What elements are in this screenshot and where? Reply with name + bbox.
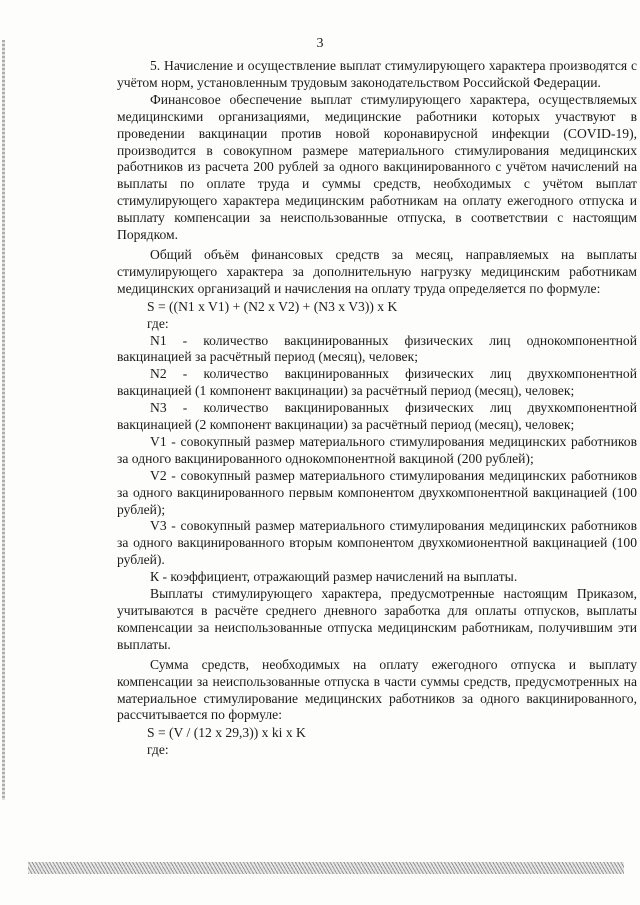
definition-n2: N2 - количество вакцинированных физических лиц двухкомпонентной вакцинацией (1 компонент вакцинации) за расчётный период (месяц), человек; [117, 366, 637, 399]
formula-where-label: где: [147, 315, 169, 331]
paragraph-financial-support: Финансовое обеспечение выплат стимулирующего характера, осуществляемых медицинскими организациями, медицинские работники которых участвуют в проведении вакцинации против новой коронавирусной инфекции (COVID-19), производится в совокупном размере материального стимулирования медицинских работников из расчета 200 рублей за одного вакцинированного с учётом начислений на выплаты по оплате труда и суммы средств, необходимых с учётом выплат стимулирующего характера медицинским работникам на оплату ежегодного отпуска и выплату компенсации за неиспользованные отпуска, в соответствии с настоящим Порядком. [117, 91, 637, 243]
paragraph-total-funds: Общий объём финансовых средств за месяц, направляемых на выплаты стимулирующего характера за дополнительную нагрузку медицинским работникам медицинских организаций и начисления на оплату труда определяется по формуле: [117, 246, 637, 296]
formula-where-label-2: где: [147, 742, 169, 758]
definition-n3: N3 - количество вакцинированных физических лиц двухкомпонентной вакцинацией (2 компонент вакцинации) за расчётный период (месяц), человек; [117, 400, 637, 433]
definition-k: К - коэффициент, отражающий размер начислений на выплаты. [150, 569, 518, 585]
paragraph-payments-included: Выплаты стимулирующего характера, предусмотренные настоящим Приказом, учитываются в расчёте среднего дневного заработка для оплаты отпусков, выплаты компенсации за неиспользованные отпуска медицинским работникам, получившим эти выплаты. [117, 586, 637, 652]
formula-vacation: S = (V / (12 x 29,3)) x ki x K [147, 725, 306, 741]
formula-total: S = ((N1 x V1) + (N2 x V2) + (N3 x V3)) x K [147, 298, 398, 314]
paragraph-vacation-sum: Сумма средств, необходимых на оплату ежегодного отпуска и выплату компенсации за неиспользованные отпуска в части суммы средств, предусмотренных на материальное стимулирование медицинских работников за одного вакцинированного, рассчитывается по формуле: [117, 656, 637, 723]
paragraph-5-accrual: 5. Начисление и осуществление выплат стимулирующего характера производятся с учётом норм, установленным трудовым законодательством Российской Федерации. [117, 58, 637, 90]
definition-v1: V1 - совокупный размер материального стимулирования медицинских работников за одного вакцинированного однокомпонентной вакциной (200 рублей); [117, 433, 637, 466]
definition-v3: V3 - совокупный размер материального стимулирования медицинских работников за одного вакцинированного вторым компонентом двухкомионентной вакцинацией (100 рублей). [117, 518, 637, 568]
scan-edge-left [2, 40, 5, 800]
document-body [117, 58, 637, 759]
page-number: 3 [316, 36, 324, 51]
definition-v2: V2 - совокупный размер материального стимулирования медицинских работников за одного вакцинированного первым компонентом двухкомпонентной вакцинацией (100 рублей); [117, 467, 637, 517]
definition-n1: N1 - количество вакцинированных физических лиц однокомпонентной вакцинацией за расчётный период (месяц), человек; [117, 332, 637, 365]
scan-edge-bottom [28, 862, 624, 874]
